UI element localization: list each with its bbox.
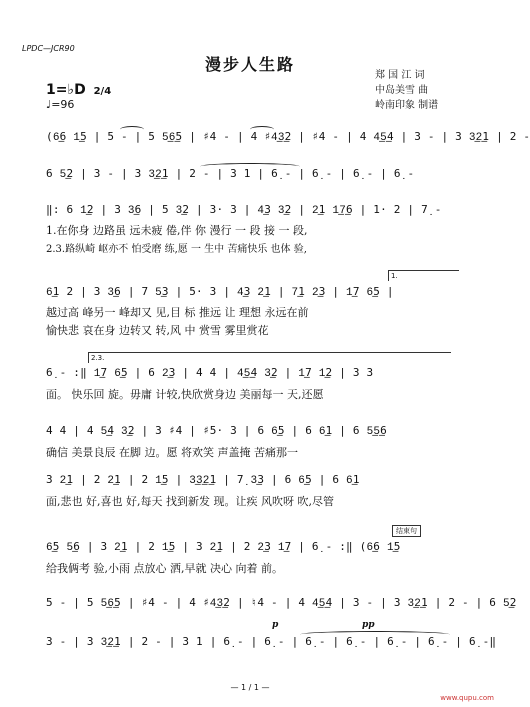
lyric-row-6: 确信 美景良辰 在脚 边。愿 将欢笑 声盖掩 苦痛那一 — [46, 446, 298, 459]
score-code: LPDC—JCR90 — [22, 44, 75, 53]
score-row-9: 5 - | 5 5͟6͟5 | ♯4 - | 4 ♯4͟3͟2 | ♮4 - | 4 4͟5͟4 | 3 - | 3 3͟2͟1 | 2 - | 6 5͟2 — [46, 596, 517, 609]
score-row-6: 4 4 | 4 5͟4 3͟2 | 3 ♯4 | ♯5· 3 | 6 6͟5 | 6 6͟1 | 6 5͟5͟6 — [46, 424, 387, 437]
lyric-row-5: 面。 快乐回 旋。毋庸 计较,快欣赏身边 美丽每一 天,还愿 — [46, 388, 324, 401]
dynamic-p: p — [272, 620, 279, 630]
credit-lyricist: 郑 国 江 词 — [375, 70, 425, 81]
credits-block — [375, 68, 438, 113]
tie-mark — [250, 126, 274, 133]
page-footer: — 1 / 1 — — [230, 683, 270, 692]
dynamic-pp: pp — [362, 620, 375, 630]
tie-mark — [200, 163, 300, 170]
volta-1: 1. — [388, 270, 459, 281]
credit-transcriber: 岭南印象 制谱 — [375, 100, 439, 111]
credit-composer: 中岛美雪 曲 — [375, 85, 429, 96]
page-title: 漫步人生路 — [204, 55, 295, 74]
lyric-row-4-verse2: 愉快悲 哀在身 边转又 转,风 中 赏雪 雾里赏花 — [46, 324, 269, 337]
watermark: www.qupu.com — [440, 694, 494, 702]
key-text: 1=♭D — [46, 82, 86, 98]
key-signature — [46, 82, 111, 98]
tie-mark — [120, 126, 144, 133]
lyric-row-3-verse1: 1.在你身 边路虽 远未疲 倦,伴 你 漫行 一 段 接 一 段, — [46, 224, 308, 237]
lyric-row-7: 面,悲也 好,喜也 好,每天 找到新发 现。让疾 风吹呀 吹,尽管 — [46, 495, 334, 508]
score-row-4: 6͟1 2 | 3 3͟6 | 7 5͟3 | 5· 3 | 4͟3 2͟1 | 7͟1 2͟3 | 1͟7 6͟5 | — [46, 285, 394, 298]
score-row-3: ‖: 6 1͟2 | 3 3͟6 | 5 3͟2 | 3· 3 | 4͟3 3͟2 | 2͟1 1͟7͟6 | 1· 2 | 7̣ - — [46, 203, 442, 216]
score-row-8: 6͟5 5͟6 | 3 2͟1 | 2 1͟5 | 3 2͟1 | 2 2͟3 1͟7 | 6̣ - :‖ (6͟6 1͟5 — [46, 540, 401, 553]
time-signature: 2/4 — [93, 86, 112, 97]
score-row-5: 6̣ - :‖ 1͟7 6͟5 | 6 2͟3 | 4 4 | 4͟5͟4 3͟2 | 1͟7 1͟2 | 3 3 — [46, 366, 374, 379]
score-row-1: (6͟6 1͟5 | 5 - | 5 5͟6͟5 | ♯4 - | 4 ♯4͟3͟2 | ♯4 - | 4 4͟5͟4 | 3 - | 3 3͟2͟1 | 2 - — [46, 130, 530, 143]
tie-mark — [300, 631, 450, 638]
score-row-7: 3 2͟1 | 2 2͟1 | 2 1͟5 | 3͟3͟2͟1 | 7̣ 3͟3 | 6 6͟5 | 6 6͟1 — [46, 473, 360, 486]
score-row-10: 3 - | 3 3͟2͟1 | 2 - | 3 1 | 6̣ - | 6̣ - | 6̣ - | 6̣ - | 6̣ - | 6̣ - | 6̣ -‖ — [46, 635, 497, 648]
tempo-marking: ♩=96 — [46, 98, 75, 111]
lyric-row-4-verse1: 越过高 峰另一 峰却又 见,目 标 推远 让 理想 永远在前 — [46, 306, 309, 319]
lyric-row-3-verse2: 2.3.路纵崎 岖亦不 怕受磨 练,愿 一 生中 苦痛快乐 也体 验, — [46, 244, 307, 255]
score-row-2: 6 5͟2 | 3 - | 3 3͟2͟1 | 2 - | 3 1 | 6̣ - | 6̣ - | 6̣ - | 6̣ - — [46, 167, 415, 180]
ending-label: 结束句 — [392, 525, 421, 537]
volta-2-3: 2.3. — [88, 352, 451, 363]
lyric-row-8: 给我俩考 验,小雨 点放心 洒,早就 决心 向着 前。 — [46, 562, 283, 575]
